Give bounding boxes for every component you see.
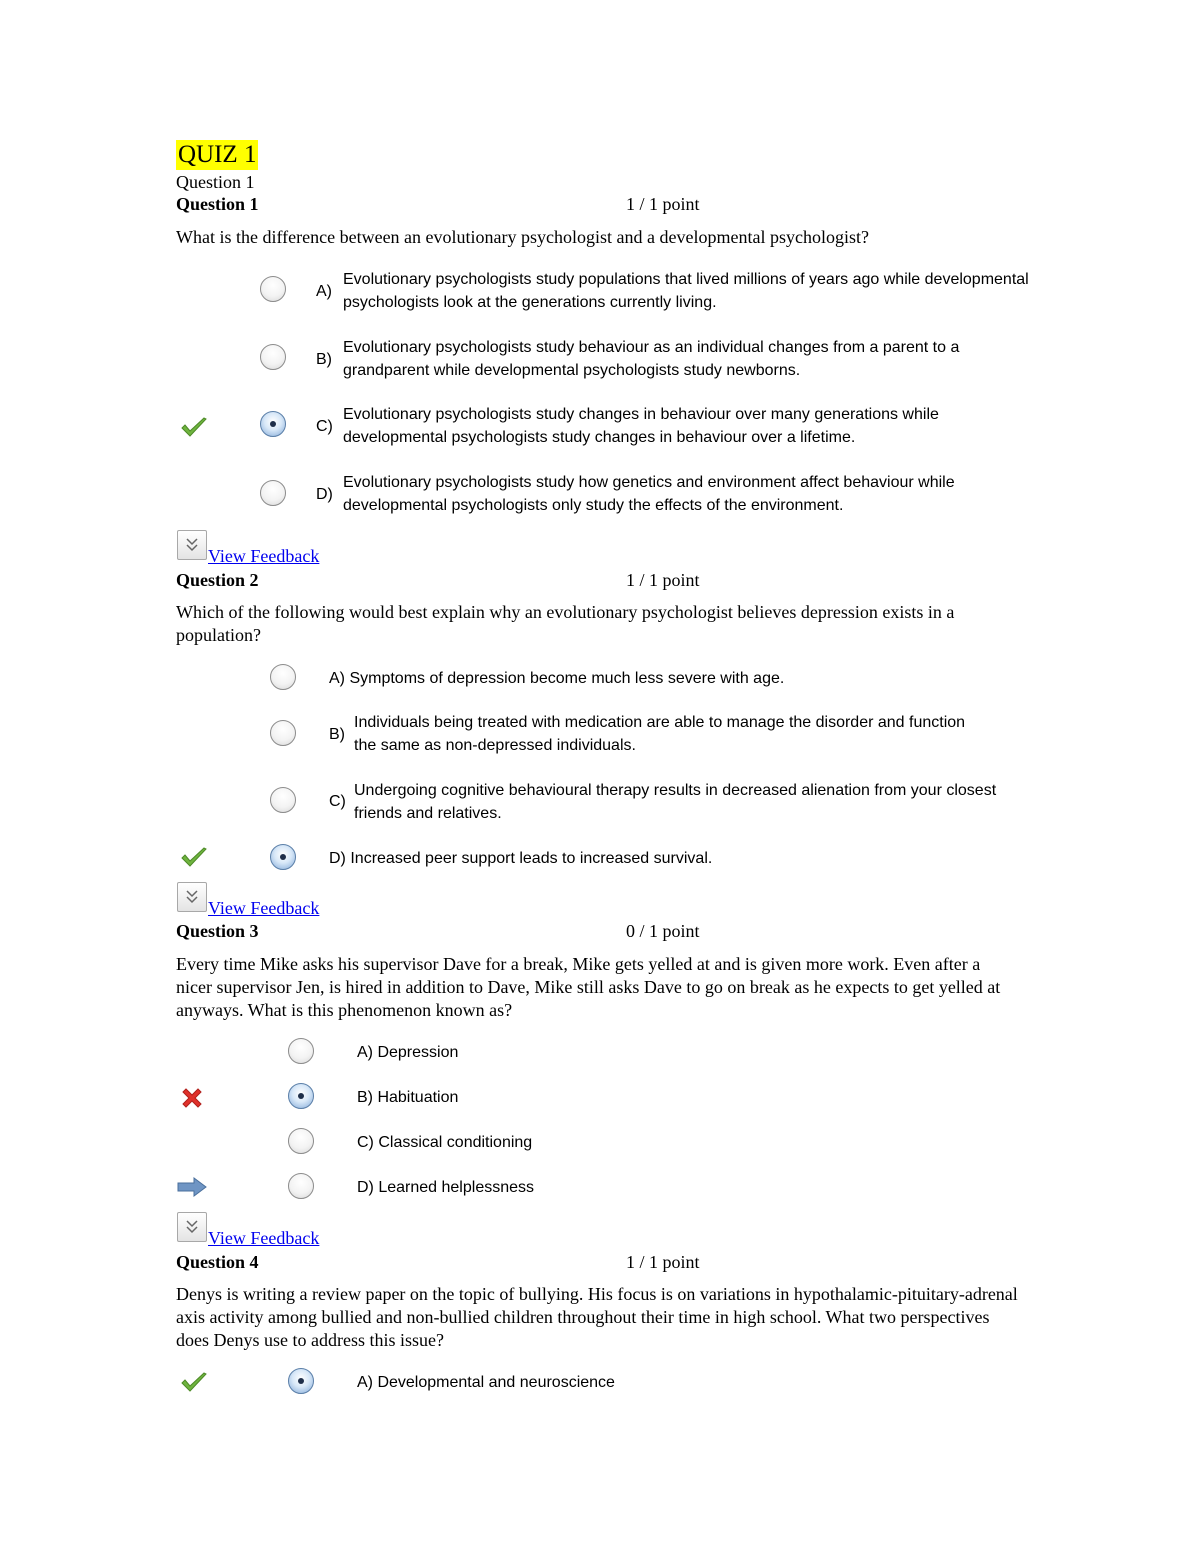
question-1-text: What is the difference between an evolutionary psychologist and a developmental psychologist? xyxy=(176,227,869,247)
q3-view-feedback-link[interactable]: View Feedback xyxy=(208,1228,320,1248)
q1-option-b-letter: B) xyxy=(316,351,332,368)
q2-option-b-text: Individuals being treated with medication are able to manage the disorder and function the same as non-depressed individuals. xyxy=(354,714,966,754)
q2-option-b-radio[interactable] xyxy=(270,720,296,746)
question-2-score: 1 / 1 point xyxy=(626,570,700,590)
q3-option-b-radio[interactable] xyxy=(288,1083,314,1109)
q3-option-a-letter: A) xyxy=(357,1044,373,1061)
q1-option-b-radio[interactable] xyxy=(260,344,286,370)
q3-option-c-letter: C) xyxy=(357,1134,374,1151)
feedback-expand-icon[interactable] xyxy=(177,530,207,560)
q3-option-b xyxy=(357,1087,458,1109)
q1-option-b-text: Evolutionary psychologists study behaviour as an individual changes from a parent to a grandparent while developmental psychologists study newborns. xyxy=(343,339,960,379)
question-4-heading: Question 4 xyxy=(176,1252,259,1272)
question-4-text: Denys is writing a review paper on the topic of bullying. His focus is on variations in hypothalamic-pituitary-adrenal axis activity among bullied and non-bullied children throughout their time in high school. What two perspectives does Denys use to address this issue? xyxy=(176,1284,1018,1350)
q2-option-c-letter: C) xyxy=(329,793,346,810)
q3-option-d xyxy=(357,1177,534,1199)
q3-option-c-radio[interactable] xyxy=(288,1128,314,1154)
check-icon xyxy=(180,1371,208,1393)
q1-view-feedback-link[interactable]: View Feedback xyxy=(208,546,320,566)
feedback-expand-icon[interactable] xyxy=(177,1212,207,1242)
q3-option-d-text: Learned helplessness xyxy=(378,1179,535,1196)
check-icon xyxy=(180,846,208,868)
q2-option-b-letter: B) xyxy=(329,726,345,743)
q2-option-d-letter: D) xyxy=(329,850,346,867)
q1-option-d-radio[interactable] xyxy=(260,480,286,506)
q2-option-d xyxy=(329,848,712,870)
q3-option-d-letter: D) xyxy=(357,1179,374,1196)
q1-option-a-text: Evolutionary psychologists study populations that lived millions of years ago while developmental psychologists look at the generations currently living. xyxy=(343,271,1029,311)
question-subtitle: Question 1 xyxy=(176,172,255,192)
q1-option-c-text: Evolutionary psychologists study changes in behaviour over many generations while developmental psychologists study changes in behaviour over a lifetime. xyxy=(343,406,939,446)
q3-option-c-text: Classical conditioning xyxy=(378,1134,533,1151)
q3-option-d-radio[interactable] xyxy=(288,1173,314,1199)
q3-option-a-radio[interactable] xyxy=(288,1038,314,1064)
question-2-text: Which of the following would best explain why an evolutionary psychologist believes depression exists in a population? xyxy=(176,602,955,645)
q3-option-b-letter: B) xyxy=(357,1089,373,1106)
q2-option-a-letter: A) xyxy=(329,670,345,687)
question-1-heading: Question 1 xyxy=(176,194,259,214)
q1-option-c-radio[interactable] xyxy=(260,411,286,437)
arrow-right-icon xyxy=(177,1177,207,1197)
q2-option-c-radio[interactable] xyxy=(270,787,296,813)
q2-option-a xyxy=(329,668,784,690)
q3-option-a-text: Depression xyxy=(377,1044,459,1061)
q4-option-a-radio[interactable] xyxy=(288,1368,314,1394)
feedback-expand-icon[interactable] xyxy=(177,882,207,912)
q1-option-c-letter: C) xyxy=(316,418,333,435)
q2-option-d-radio[interactable] xyxy=(270,844,296,870)
question-1-score: 1 / 1 point xyxy=(626,194,700,214)
q1-option-a-radio[interactable] xyxy=(260,276,286,302)
question-3-score: 0 / 1 point xyxy=(626,921,700,941)
q1-option-d-letter: D) xyxy=(316,486,333,503)
q4-option-a xyxy=(357,1372,615,1394)
q2-view-feedback-link[interactable]: View Feedback xyxy=(208,898,320,918)
q4-option-a-letter: A) xyxy=(357,1374,373,1391)
q2-option-d-text: Increased peer support leads to increased survival. xyxy=(350,850,713,867)
question-2-heading: Question 2 xyxy=(176,570,259,590)
question-3-text: Every time Mike asks his supervisor Dave for a break, Mike gets yelled at and is given more work. Even after a nicer supervisor Jen, is hired in addition to Dave, Mike still asks Dave to go on break as he expects to get yelled at anyways. What is this phenomenon known as? xyxy=(176,954,1001,1020)
question-3-heading: Question 3 xyxy=(176,921,259,941)
question-4-score: 1 / 1 point xyxy=(626,1252,700,1272)
q2-option-a-text: Symptoms of depression become much less severe with age. xyxy=(349,670,785,687)
q3-option-b-text: Habituation xyxy=(377,1089,459,1106)
check-icon xyxy=(180,416,208,438)
q2-option-c-text: Undergoing cognitive behavioural therapy results in decreased alienation from your closest friends and relatives. xyxy=(354,782,997,822)
q3-option-a xyxy=(357,1042,458,1064)
quiz-title: QUIZ 1 xyxy=(178,141,257,168)
q1-option-a-letter: A) xyxy=(316,283,332,300)
x-icon xyxy=(179,1085,205,1111)
q3-option-c xyxy=(357,1132,532,1154)
q4-option-a-text: Developmental and neuroscience xyxy=(377,1374,615,1391)
q2-option-a-radio[interactable] xyxy=(270,664,296,690)
q1-option-d-text: Evolutionary psychologists study how genetics and environment affect behaviour while developmental psychologists only study the effects of the environment. xyxy=(343,474,955,514)
